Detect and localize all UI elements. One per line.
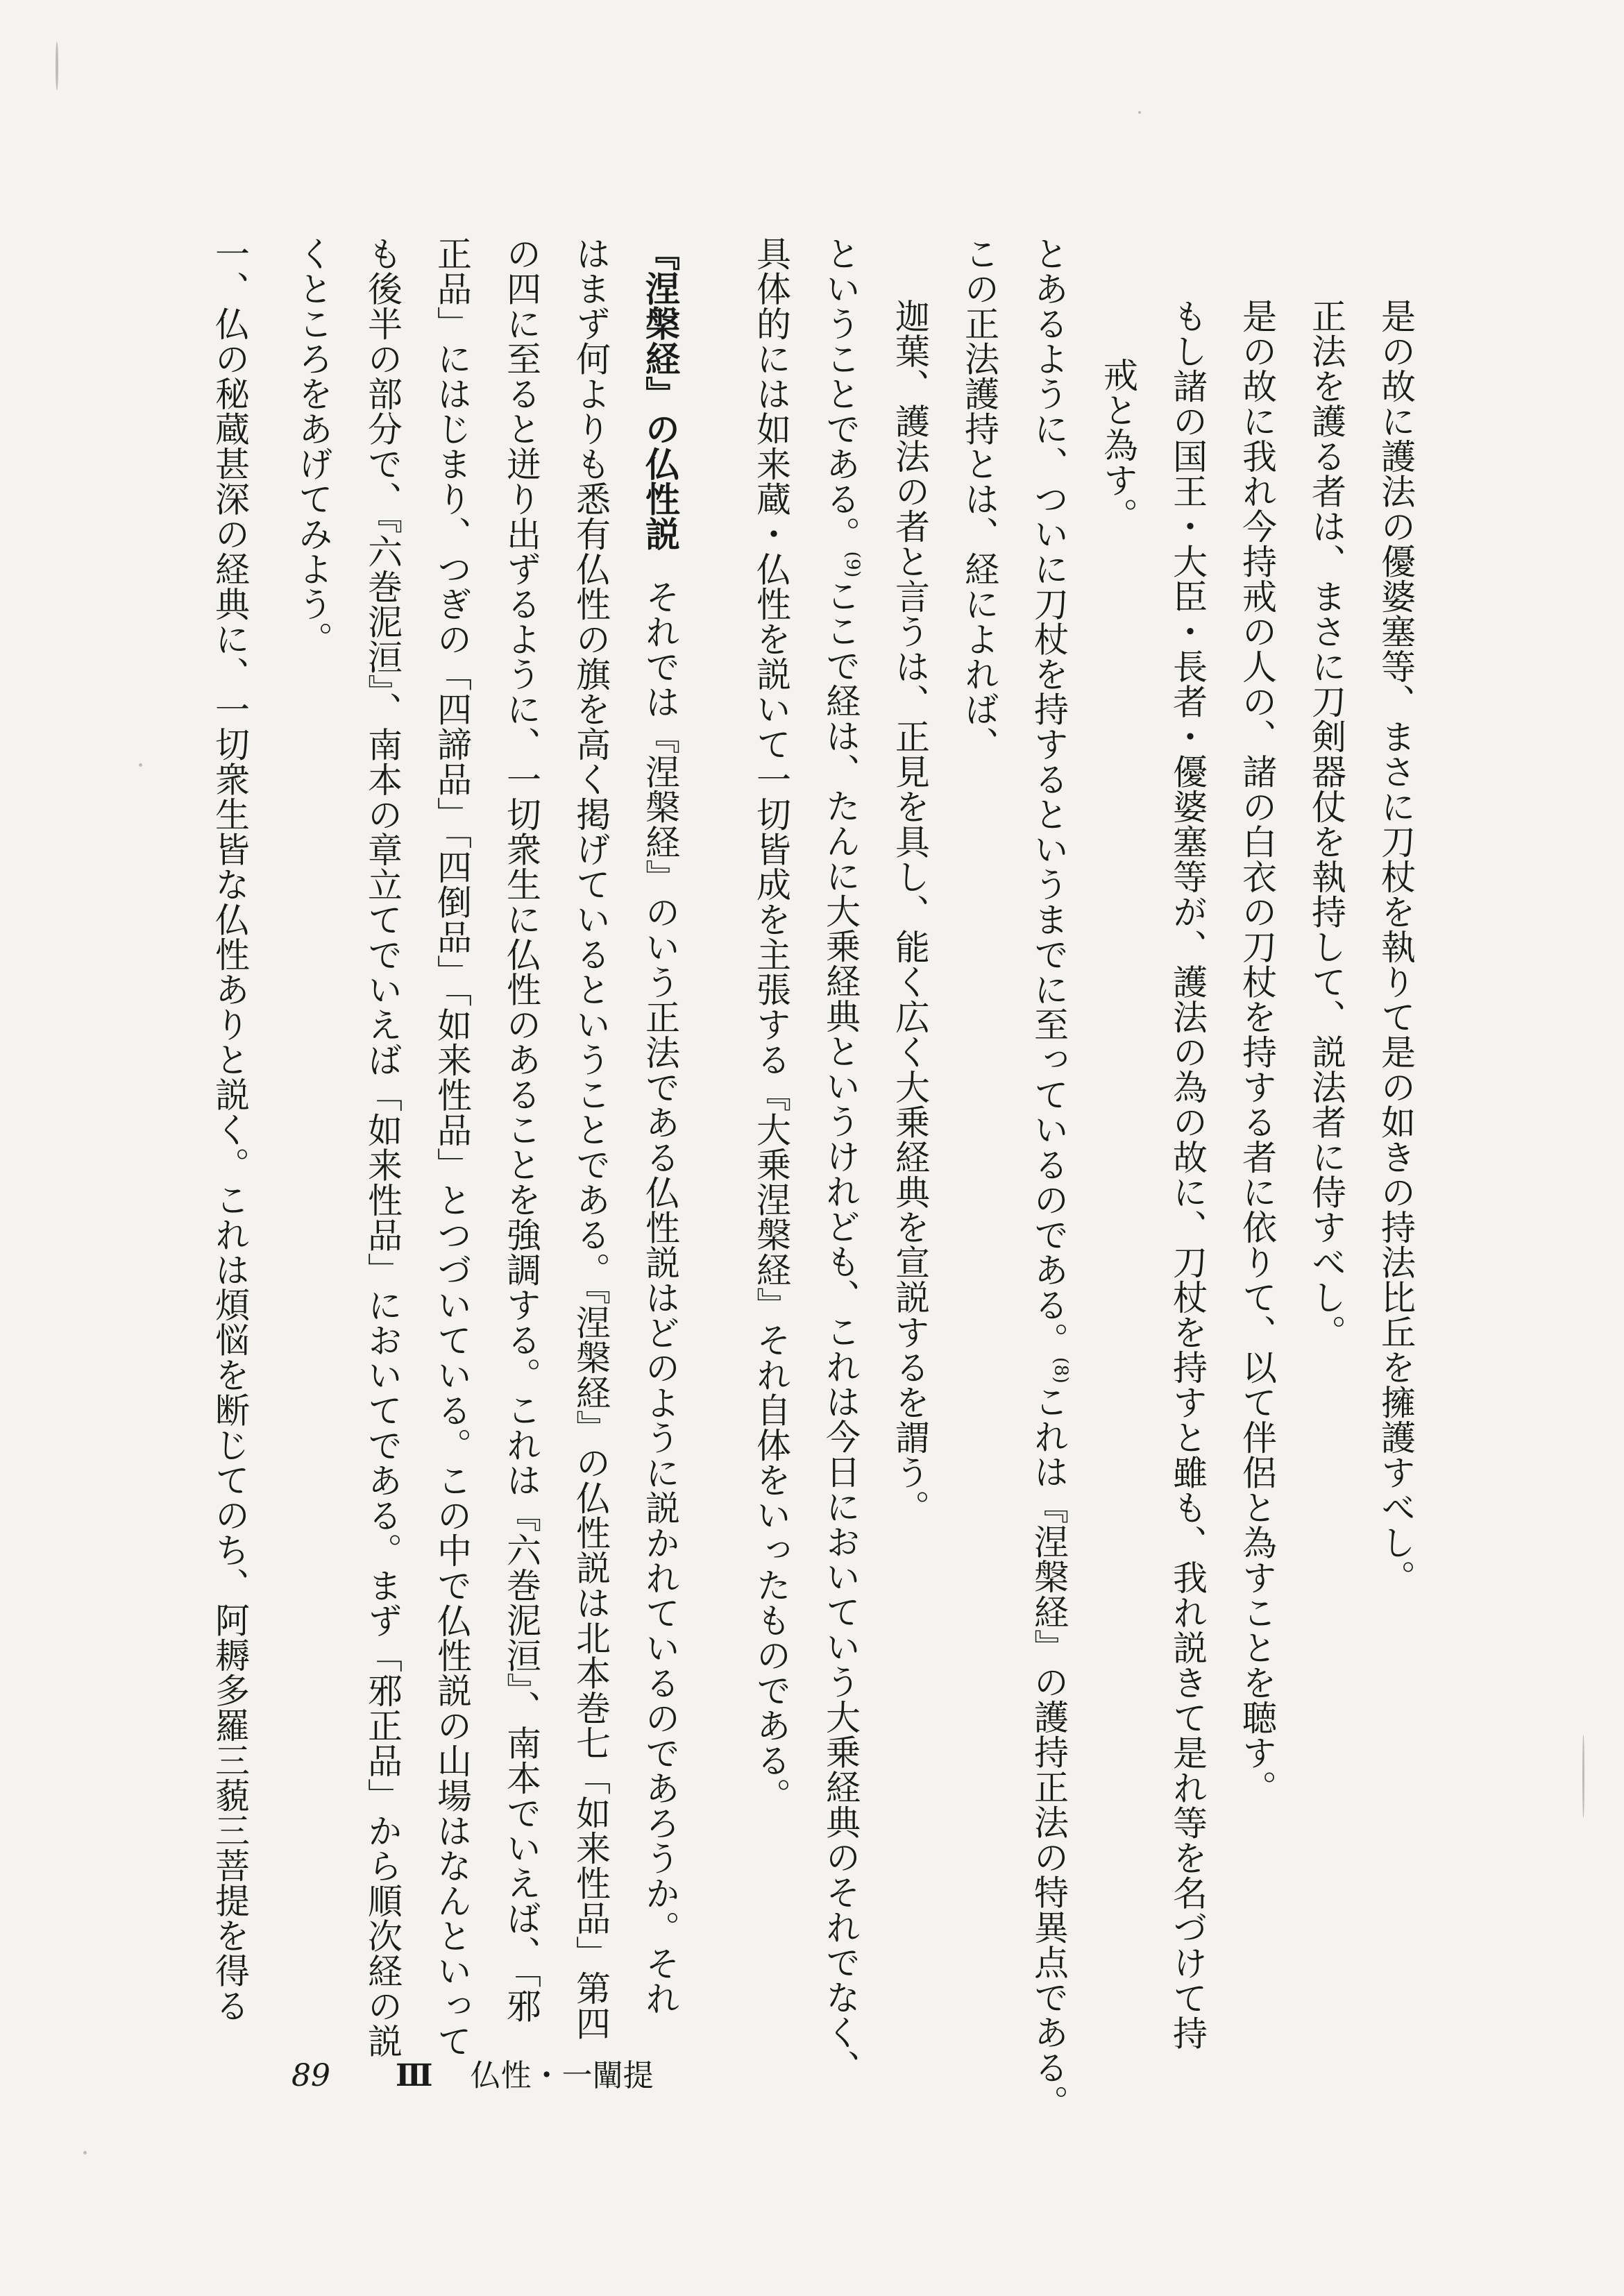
footnote-marker: (9): [842, 551, 863, 578]
column-text: 迦葉、護法の者と言うは、正見を具し、能く広く大乗経典を宣説するを謂う。: [890, 298, 930, 1525]
text-column: [500, 236, 543, 2023]
text-column: [430, 236, 473, 2059]
column-text: も後半の部分で、『六巻泥洹』、南本の章立てでいえば「如来性品」においてである。まず「邪正品」から順次経の説: [362, 236, 403, 2059]
scan-speck: [56, 42, 58, 90]
section-heading: 『涅槃経』の仏性説: [640, 236, 680, 552]
text-column: [1374, 298, 1417, 1595]
text-column: [1166, 298, 1209, 2050]
column-text: とあるように、ついに刀杖を持するというまでに至っているのである。: [1029, 236, 1069, 1357]
text-column: [750, 236, 793, 1813]
column-text: 具体的には如来蔵・仏性を説いて一切皆成を主張する『大乗涅槃経』それ自体をいったものである。: [751, 236, 791, 1813]
column-text: 是の故に我れ今持戒の人の、諸の白衣の刀杖を持する者に依りて、以て伴侶と為すことを聴す。: [1237, 298, 1277, 1805]
text-column: [638, 236, 682, 2016]
column-text: くところをあげてみよう。: [293, 236, 333, 656]
scan-speck: [1582, 1735, 1584, 1818]
column-text: 是の故に護法の優婆塞等、まさに刀杖を執りて是の如きの持法比丘を擁護すべし。: [1376, 298, 1416, 1595]
column-text: ということである。: [820, 236, 861, 552]
column-text: の四に至ると迸り出ずるように、一切衆生に仏性のあることを強調する。これは『六巻泥洹』、南本でいえば、「邪: [501, 236, 541, 2023]
text-column: [1027, 236, 1083, 2120]
scan-speck: [83, 2151, 87, 2154]
column-text: もし諸の国王・大臣・長者・優婆塞等が、護法の為の故に、刀杖を持すと雖も、我れ説きて是れ等を名づけて持: [1167, 298, 1208, 2050]
scan-speck: [1138, 111, 1141, 114]
column-text: 正法を護る者は、まさに刀剣器仗を執持して、説法者に侍すべし。: [1306, 298, 1346, 1350]
column-text: これは『涅槃経』の護持正法の特異点である。: [1029, 1384, 1069, 2120]
text-column: [1235, 298, 1278, 1805]
text-column: [958, 236, 1001, 762]
text-column: [569, 236, 612, 2041]
text-column: [1097, 357, 1140, 533]
text-column: [819, 236, 874, 2084]
scan-speck: [139, 763, 142, 767]
page-number: 89: [291, 2058, 330, 2093]
column-text: ここで経は、たんに大乗経典というけれども、これは今日においていう大乗経典のそれでなく、: [820, 577, 861, 2085]
chapter-title: 仏性・一闡提: [470, 2058, 654, 2093]
column-text: はまず何よりも悉有仏性の旗を高く掲げているということである。『涅槃経』の仏性説は北本巻七「如来性品」第四: [570, 236, 611, 2041]
column-text: 正品」にはじまり、つぎの「四諦品」「四倒品」「如来性品」とつづいている。この中で仏性説の山場はなんといって: [432, 236, 472, 2059]
text-column: [361, 236, 404, 2059]
column-text: この正法護持とは、経によれば、: [959, 236, 999, 762]
text-column: [1305, 298, 1348, 1350]
page-footer: [291, 2050, 654, 2095]
footnote-marker: (8): [1050, 1357, 1072, 1384]
column-text: 一、仏の秘蔵甚深の経典に、一切衆生皆な仏性ありと説く。これは煩悩を断じてのち、阿耨多羅三藐三菩提を得る: [210, 236, 250, 2023]
text-column: [888, 298, 931, 1525]
column-text: それでは『涅槃経』のいう正法である仏性説はどのように説かれているのであろうか。それ: [640, 579, 680, 2016]
text-column: [291, 236, 335, 656]
text-column: [208, 236, 251, 2023]
column-text: 戒と為す。: [1098, 357, 1138, 533]
chapter-number: Ⅲ: [396, 2058, 433, 2093]
